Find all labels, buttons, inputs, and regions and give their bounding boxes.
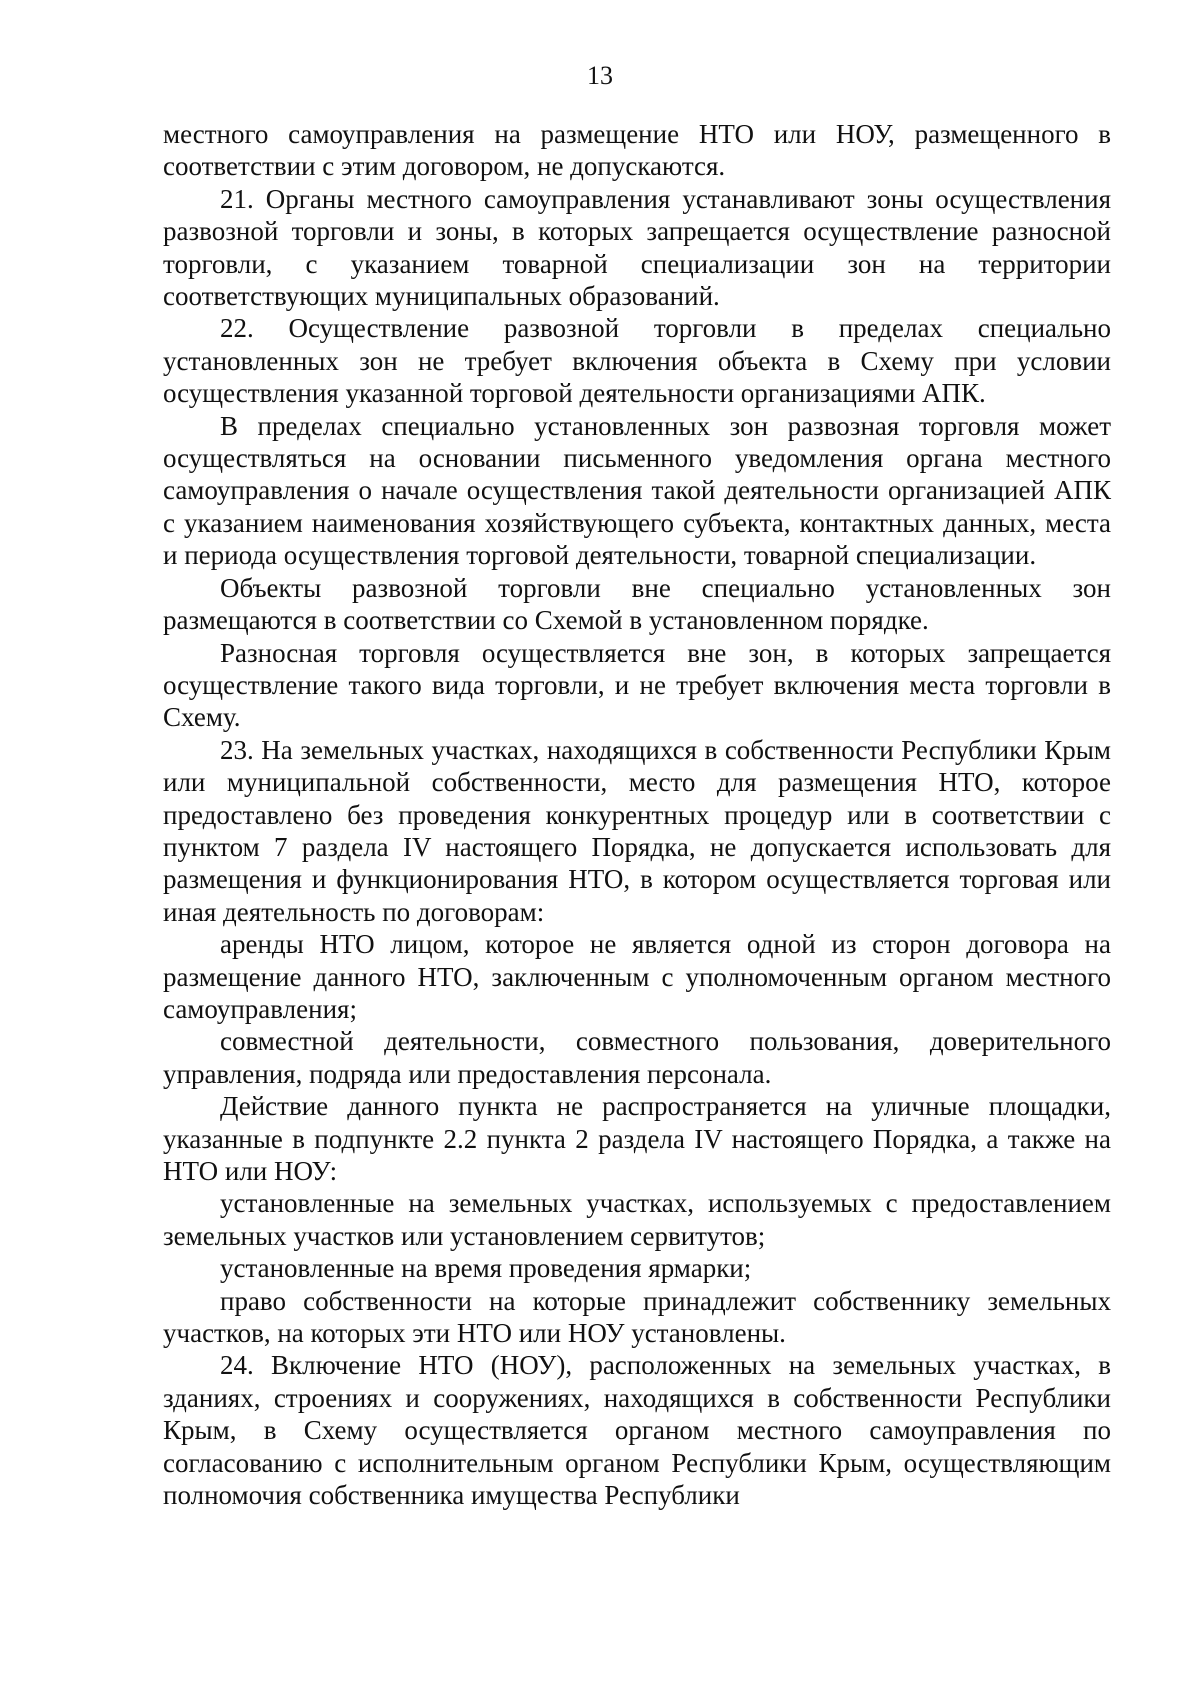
paragraph: совместной деятельности, совместного пользования, доверительного управления, подряда или предоставления персонала. bbox=[163, 1026, 1111, 1089]
paragraph-item-22: 22. Осуществление развозной торговли в пределах специально установленных зон не требует включения объекта в Схему при условии осуществления указанной торговой деятельности организациями АПК. bbox=[163, 313, 1111, 409]
paragraph: В пределах специально установленных зон развозная торговля может осуществляться на основании письменного уведомления органа местного самоуправления о начале осуществления такой деятельности организацией АПК с указанием наименования хозяйствующего субъекта, контактных данных, места и периода осуществления торговой деятельности, товарной специализации. bbox=[163, 410, 1111, 571]
paragraph: установленные на земельных участках, используемых с предоставлением земельных участков или установлением сервитутов; bbox=[163, 1188, 1111, 1251]
paragraph: Объекты развозной торговли вне специально установленных зон размещаются в соответствии со Схемой в установленном порядке. bbox=[163, 572, 1111, 636]
paragraph: установленные на время проведения ярмарки; bbox=[220, 1253, 752, 1284]
paragraph-continuation: местного самоуправления на размещение НТО или НОУ, размещенного в соответствии с этим договором, не допускаются. bbox=[163, 119, 1111, 182]
paragraph: Разносная торговля осуществляется вне зон, в которых запрещается осуществление такого вида торговли, и не требует включения места торговли в Схему. bbox=[163, 637, 1111, 733]
paragraph: Действие данного пункта не распространяется на уличные площадки, указанные в подпункте 2.2 пункта 2 раздела IV настоящего Порядка, а также на НТО или НОУ: bbox=[163, 1091, 1111, 1186]
document-body bbox=[163, 118, 1111, 1511]
paragraph-item-21: 21. Органы местного самоуправления устанавливают зоны осуществления развозной торговли и зоны, в которых запрещается осуществление разносной торговли, с указанием товарной специализации зон на территории соответствующих муниципальных образований. bbox=[163, 183, 1111, 312]
paragraph: право собственности на которые принадлежит собственнику земельных участков, на которых эти НТО или НОУ установлены. bbox=[163, 1285, 1111, 1349]
paragraph-item-24: 24. Включение НТО (НОУ), расположенных на земельных участках, в зданиях, строениях и сооружениях, находящихся в собственности Республики Крым, в Схему осуществляется органом местного самоуправления по согласованию с исполнительным органом Республики Крым, осуществляющим полномочия собственника имущества Республики bbox=[163, 1350, 1111, 1511]
page-number: 13 bbox=[587, 61, 613, 90]
paragraph-item-23: 23. На земельных участках, находящихся в собственности Республики Крым или муниципальной собственности, место для размещения НТО, которое предоставлено без проведения конкурентных процедур или в соответствии с пунктом 7 раздела IV настоящего Порядка, не допускается использовать для размещения и функционирования НТО, в котором осуществляется торговая или иная деятельность по договорам: bbox=[163, 734, 1111, 927]
paragraph: аренды НТО лицом, которое не является одной из сторон договора на размещение данного НТО, заключенным с уполномоченным органом местного самоуправления; bbox=[163, 929, 1111, 1024]
